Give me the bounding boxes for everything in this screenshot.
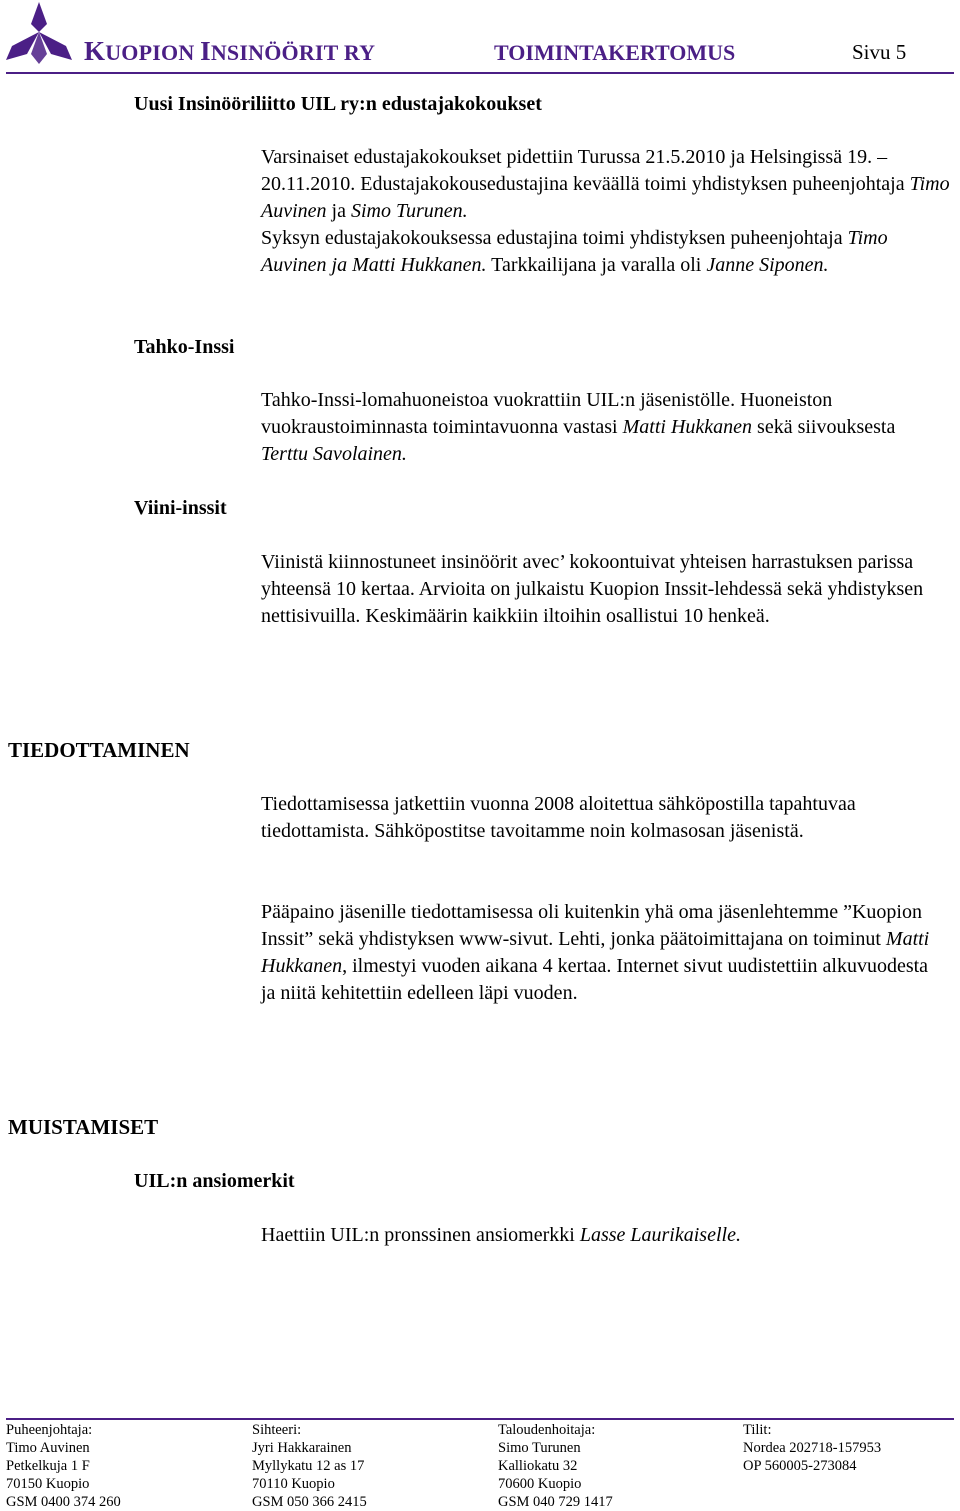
viini-paragraph: Viinistä kiinnostuneet insinöörit avec’ kokoontuivat yhteisen harrastuksen parissa yhteensä 10 kertaa. Arvioita on julkaistu Kuopion Inssit-lehdessä sekä yhdistyksen nettisivuilla. Keskimäärin kaikkiin iltoihin osallistui 10 henkeä. <box>261 551 924 627</box>
uil-heading: Uusi Insinööriliitto UIL ry:n edustajakokoukset <box>134 93 542 115</box>
header-divider <box>6 72 954 74</box>
tiedottaminen-heading: TIEDOTTAMINEN <box>8 738 190 762</box>
ansiomerkit-paragraph: Haettiin UIL:n pronssinen ansiomerkki Lasse Laurikaiselle. <box>261 1224 741 1246</box>
tahko-heading: Tahko-Inssi <box>134 336 235 358</box>
tahko-paragraph: Tahko-Inssi-lomahuoneistoa vuokrattiin UIL:n jäsenistölle. Huoneiston vuokraustoiminnasta toimintavuonna vastasi Matti Hukkanen sekä siivouksesta Terttu Savolainen. <box>261 389 896 465</box>
page-number: Sivu 5 <box>852 40 907 64</box>
footer-treasurer <box>498 1421 613 1511</box>
footer-accounts <box>743 1421 881 1475</box>
footer-line: GSM 0400 374 260 <box>6 1494 121 1510</box>
footer-line: GSM 040 729 1417 <box>498 1494 613 1510</box>
footer-name: Timo Auvinen <box>6 1440 90 1456</box>
footer-account: OP 560005-273084 <box>743 1458 857 1474</box>
footer-role: Taloudenhoitaja: <box>498 1422 596 1438</box>
footer-line: Kalliokatu 32 <box>498 1458 578 1474</box>
muistamiset-heading: MUISTAMISET <box>8 1115 159 1139</box>
footer-role: Puheenjohtaja: <box>6 1422 93 1438</box>
footer-line: GSM 050 366 2415 <box>252 1494 367 1510</box>
footer-name: Jyri Hakkarainen <box>252 1440 352 1456</box>
footer-name: Simo Turunen <box>498 1440 581 1456</box>
footer-line: Petkelkuja 1 F <box>6 1458 90 1474</box>
organization-name: KUOPION INSINÖÖRIT RY <box>84 36 376 66</box>
tiedottaminen-paragraph-2: Pääpaino jäsenille tiedottamisessa oli kuitenkin yhä oma jäsenlehtemme ”Kuopion Inssit” sekä yhdistyksen www-sivut. Lehti, jonka päätoimittajana on toiminut Matti Hukkanen, ilmestyi vuoden aikana 4 kertaa. Internet sivut uudistettiin alkuvuodesta ja niitä kehitettiin edelleen läpi vuoden. <box>261 901 930 1004</box>
footer-line: 70110 Kuopio <box>252 1476 335 1492</box>
ansiomerkit-heading: UIL:n ansiomerkit <box>134 1170 295 1192</box>
footer-role: Sihteeri: <box>252 1422 302 1438</box>
footer-line: Myllykatu 12 as 17 <box>252 1458 365 1474</box>
footer-role: Tilit: <box>743 1422 772 1438</box>
footer-account: Nordea 202718-157953 <box>743 1440 882 1456</box>
footer-divider <box>6 1418 954 1420</box>
tiedottaminen-paragraph-1: Tiedottamisessa jatkettiin vuonna 2008 aloitettua sähköpostilla tapahtuvaa tiedottamista. Sähköpostitse tavoitamme noin kolmasosan jäsenistä. <box>261 793 856 842</box>
viini-heading: Viini-inssit <box>134 497 227 519</box>
uil-paragraph: Varsinaiset edustajakokoukset pidettiin Turussa 21.5.2010 ja Helsingissä 19. – 20.11.2010. Edustajakokousedustajina keväällä toimi yhdistyksen puheenjohtaja Timo Auvinen ja Simo Turunen. Syksyn edustajakokouksessa edustajina toimi yhdistyksen puheenjohtaja Timo Auvinen ja Matti Hukkanen. Tarkkailijana ja varalla oli Janne Siponen. <box>261 146 950 276</box>
footer-chair <box>6 1421 121 1511</box>
footer-secretary <box>252 1421 367 1511</box>
association-logo <box>6 2 72 64</box>
footer-line: 70150 Kuopio <box>6 1476 90 1492</box>
footer-line: 70600 Kuopio <box>498 1476 582 1492</box>
document-title: TOIMINTAKERTOMUS <box>494 40 736 65</box>
